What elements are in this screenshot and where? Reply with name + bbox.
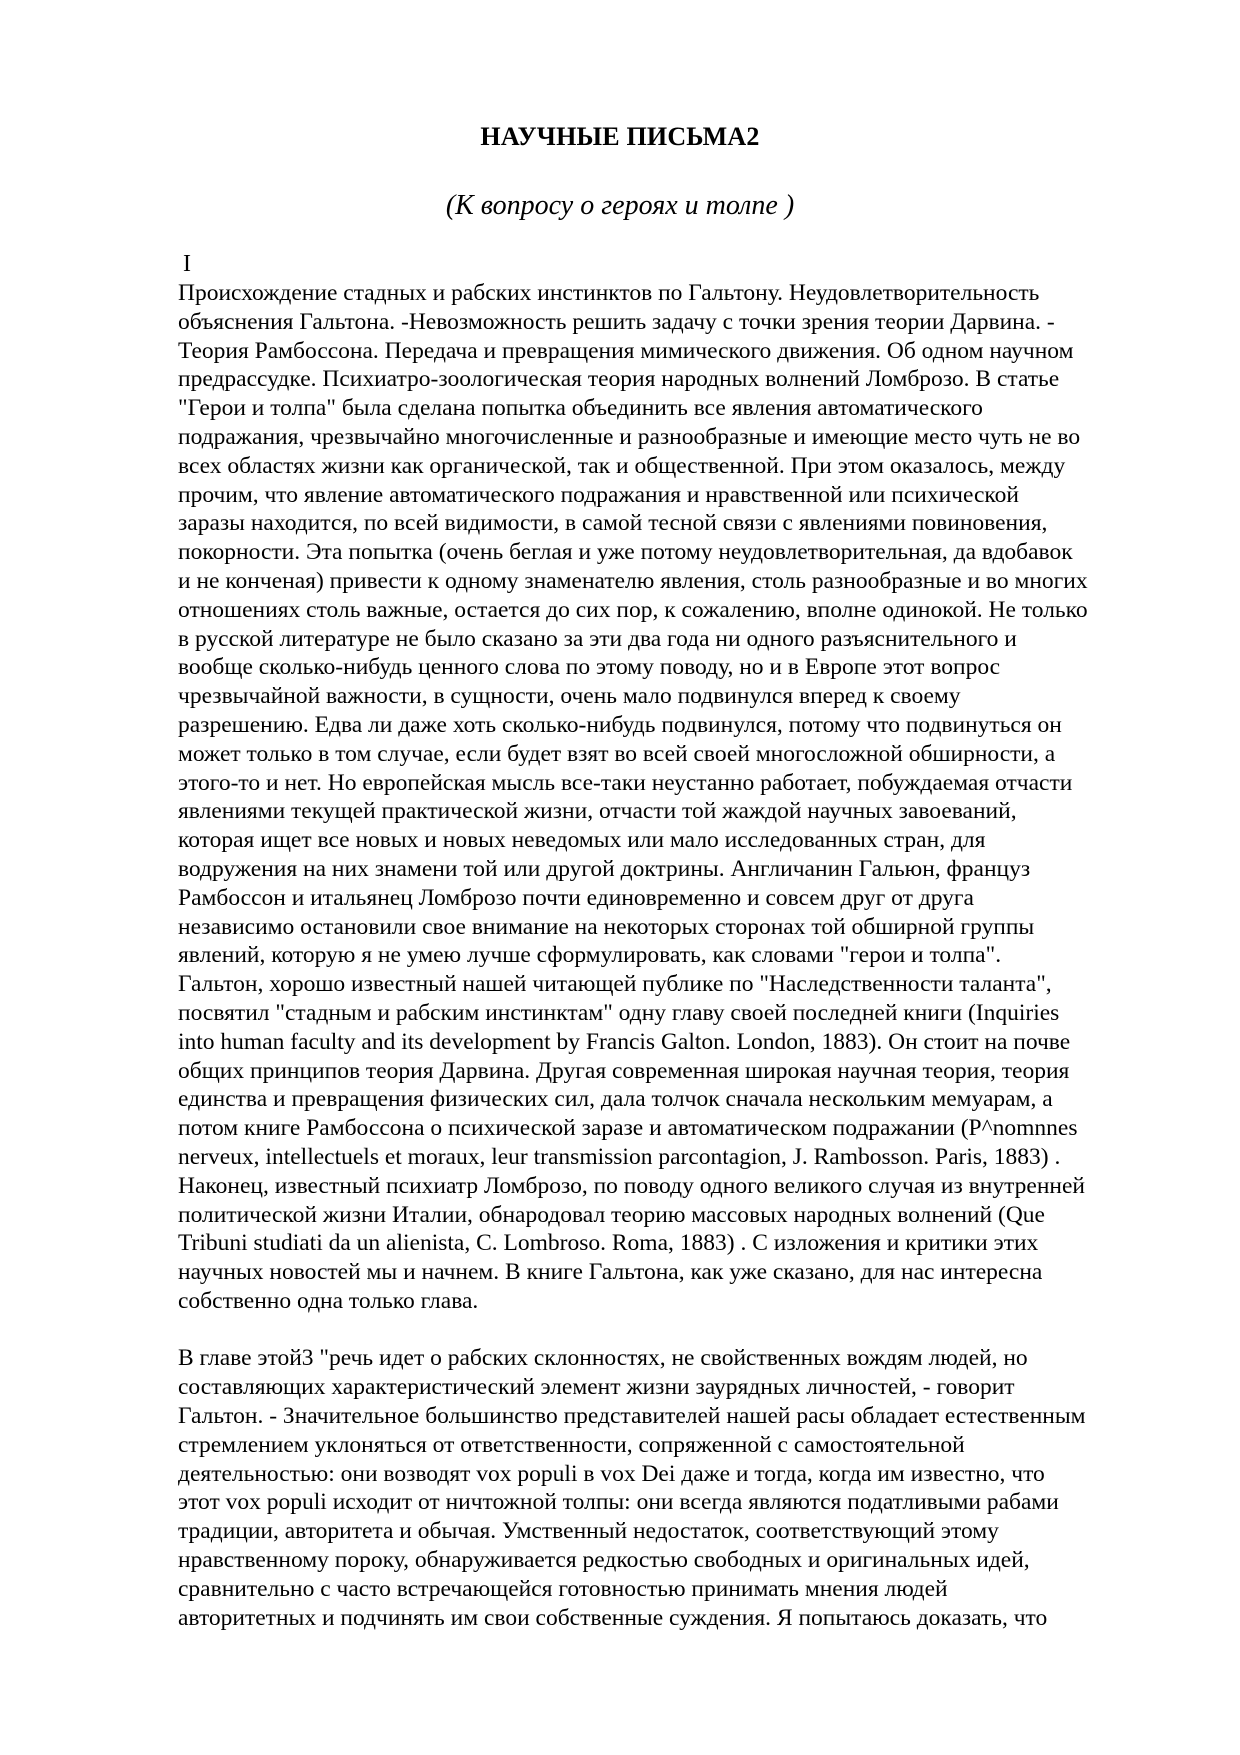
text-line: В главе этой3 "речь идет о рабских склонностях, не свойственных вождям людей, но: [178, 1345, 1028, 1372]
text-line: явлений, которую я не умею лучше сформулировать, как словами "герои и толпа".: [178, 942, 1002, 969]
text-line: деятельностью: они возводят vox populi в vox Dei даже и тогда, когда им известно, что: [178, 1460, 1045, 1487]
text-line: Гальтон. - Значительное большинство представителей нашей расы обладает естественным: [178, 1403, 1086, 1430]
text-line: nerveux, intellectuels et moraux, leur transmission parcontagion, J. Rambosson. Paris, 1883) .: [178, 1143, 1061, 1170]
text-line: Гальтон, хорошо известный нашей читающей публике по "Наследственности таланта",: [178, 971, 1052, 998]
text-line: отношениях столь важные, остается до сих пор, к сожалению, вполне одинокой. Не только: [178, 596, 1088, 623]
paragraph-gap: [178, 1316, 1178, 1345]
document-body: [178, 279, 1178, 1632]
text-line: единства и превращения физических сил, дала толчок сначала нескольким мемуарам, а: [178, 1086, 1053, 1113]
text-line: и не конченая) привести к одному знаменателю явления, столь разнообразные и во многих: [178, 567, 1088, 594]
text-line: разрешению. Едва ли даже хоть сколько-нибудь подвинулся, потому что подвинуться он: [178, 711, 1062, 738]
text-line: into human faculty and its development by Francis Galton. London, 1883). Он стоит на почве: [178, 1028, 1071, 1055]
text-line: Tribuni studiati da un alienista, C. Lombroso. Roma, 1883) . С изложения и критики этих: [178, 1230, 1039, 1257]
paragraph: [178, 279, 1178, 1316]
text-line: вообще сколько-нибудь ценного слова по этому поводу, но и в Европе этот вопрос: [178, 654, 1001, 681]
text-line: Теория Рамбоссона. Передача и превращения мимического движения. Об одном научном: [178, 337, 1074, 364]
text-line: потом книге Рамбоссона о психической заразе и автоматическом подражании (P^nomnnes: [178, 1115, 1078, 1142]
text-line: этого-то и нет. Но европейская мысль все-таки неустанно работает, побуждаемая отчасти: [178, 769, 1073, 796]
text-line: Наконец, известный психиатр Ломброзо, по поводу одного великого случая из внутренней: [178, 1172, 1085, 1199]
document-title: НАУЧНЫЕ ПИСЬМА2: [480, 122, 760, 151]
text-line: "Герои и толпа" была сделана попытка объединить все явления автоматического: [178, 395, 983, 422]
text-line: заразы находится, по всей видимости, в самой тесной связи с явлениями повиновения,: [178, 510, 1048, 537]
text-line: Рамбоссон и итальянец Ломброзо почти единовременно и совсем друг от друга: [178, 884, 974, 911]
text-line: объяснения Гальтона. -Невозможность решить задачу с точки зрения теории Дарвина. -: [178, 308, 1055, 335]
text-line: общих принципов теория Дарвина. Другая современная широкая научная теория, теория: [178, 1057, 1070, 1084]
text-line: в русской литературе не было сказано за эти два года ни одного разъяснительного и: [178, 625, 1017, 652]
text-line: составляющих характеристический элемент жизни заурядных личностей, - говорит: [178, 1374, 1015, 1401]
paragraph: [178, 1344, 1178, 1632]
text-line: явлениями текущей практической жизни, отчасти той жаждой научных завоеваний,: [178, 798, 1017, 825]
text-line: сравнительно с часто встречающейся готовностью принимать мнения людей: [178, 1575, 948, 1602]
text-line: авторитетных и подчинять им свои собственные суждения. Я попытаюсь доказать, что: [178, 1604, 1048, 1631]
text-line: научных новостей мы и начнем. В книге Гальтона, как уже сказано, для нас интересна: [178, 1259, 1043, 1286]
text-line: независимо остановили свое внимание на некоторых сторонах той обширной группы: [178, 913, 1035, 940]
text-line: традиции, авторитета и обычая. Умственный недостаток, соответствующий этому: [178, 1518, 999, 1545]
text-line: водружения на них знамени той или другой доктрины. Англичанин Гальюн, француз: [178, 855, 1031, 882]
text-line: чрезвычайной важности, в сущности, очень мало подвинулся вперед к своему: [178, 683, 961, 710]
text-line: предрассудке. Психиатро-зоологическая теория народных волнений Ломброзо. В статье: [178, 366, 1060, 393]
text-line: нравственному пороку, обнаруживается редкостью свободных и оригинальных идей,: [178, 1547, 1030, 1574]
text-line: может только в том случае, если будет взят во всей своей многосложной обширности, а: [178, 740, 1056, 767]
text-line: подражания, чрезвычайно многочисленные и разнообразные и имеющие место чуть не во: [178, 423, 1081, 450]
text-line: Происхождение стадных и рабских инстинктов по Гальтону. Неудовлетворительность: [178, 280, 1040, 306]
text-line: посвятил "стадным и рабским инстинктам" одну главу своей последней книги (Inquiries: [178, 999, 1060, 1026]
text-line: всех областях жизни как органической, так и общественной. При этом оказалось, между: [178, 452, 1066, 479]
text-line: прочим, что явление автоматического подражания и нравственной или психической: [178, 481, 1019, 508]
document-subtitle: (К вопросу о героях и толпе ): [445, 190, 795, 221]
text-line: которая ищет все новых и новых неведомых или мало исследованных стран, для: [178, 827, 986, 854]
text-line: покорности. Эта попытка (очень беглая и уже потому неудовлетворительная, да вдобавок: [178, 539, 1073, 566]
text-line: этот vox populi исходит от ничтожной толпы: они всегда являются податливыми рабами: [178, 1489, 1059, 1516]
section-number: I: [183, 251, 191, 277]
text-line: стремлением уклоняться от ответственности, сопряженной с самостоятельной: [178, 1431, 965, 1458]
text-line: собственно одна только глава.: [178, 1287, 479, 1314]
text-line: политической жизни Италии, обнародовал теорию массовых народных волнений (Que: [178, 1201, 1045, 1228]
